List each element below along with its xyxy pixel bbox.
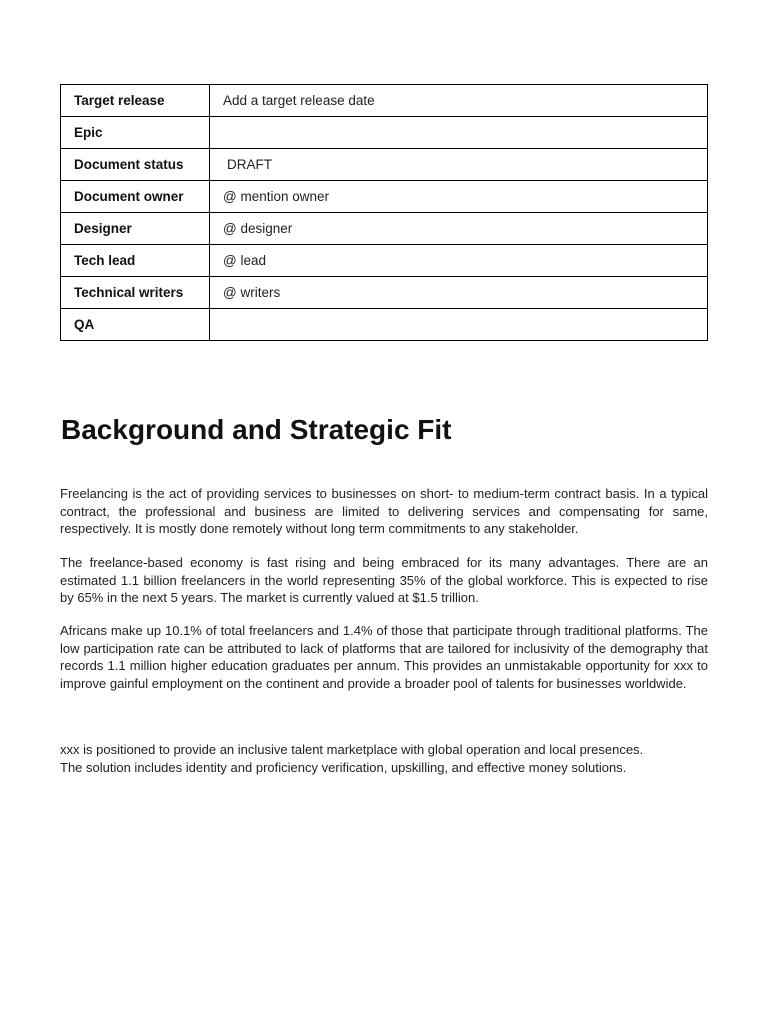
designer-label: Designer [61,213,210,245]
table-row-target-release [61,85,708,117]
target-release-label: Target release [61,85,210,117]
document-owner-label: Document owner [61,181,210,213]
body-paragraph: The freelance-based economy is fast rising and being embraced for its many advantages. There are an estimated 1.1 billion freelancers in the world representing 35% of the global workforce. This is expected to rise by 65% in the next 5 years. The market is currently valued at $1.5 trillion. [60,555,708,606]
designer-value[interactable]: @ designer [210,213,708,245]
closing-line: The solution includes identity and proficiency verification, upskilling, and effective money solutions. [60,760,627,775]
document-owner-value[interactable]: @ mention owner [210,181,708,213]
table-row-epic [61,117,708,149]
document-status-label: Document status [61,149,210,181]
technical-writers-label: Technical writers [61,277,210,309]
target-release-value[interactable]: Add a target release date [210,85,708,117]
tech-lead-label: Tech lead [61,245,210,277]
table-row-tech-lead [61,245,708,277]
tech-lead-value[interactable]: @ lead [210,245,708,277]
closing-paragraph [60,741,720,777]
table-row-qa [61,309,708,341]
qa-value[interactable] [210,309,708,341]
document-status-value[interactable]: DRAFT [210,149,708,181]
table-row-technical-writers [61,277,708,309]
table-row-document-status [61,149,708,181]
body-paragraph: Africans make up 10.1% of total freelancers and 1.4% of those that participate through traditional platforms. The low participation rate can be attributed to lack of platforms that are tailored for inclusivity of the demography that records 1.1 million higher education graduates per annum. This provides an unmistakable opportunity for xxx to improve gainful employment on the continent and provide a broader pool of talents for businesses worldwide. [60,623,708,691]
epic-label: Epic [61,117,210,149]
body-paragraph: Freelancing is the act of providing services to businesses on short- to medium-term contract basis. In a typical contract, the professional and business are limited to delivering services and compensating for same, respectively. It is mostly done remotely without long term commitments to any stakeholder. [60,486,708,537]
table-row-designer [61,213,708,245]
epic-value[interactable] [210,117,708,149]
closing-line: xxx is positioned to provide an inclusive talent marketplace with global operation and local presences. [60,742,644,757]
document-metadata-table [60,84,708,341]
section-heading: Background and Strategic Fit [61,414,452,445]
qa-label: QA [61,309,210,341]
technical-writers-value[interactable]: @ writers [210,277,708,309]
table-row-document-owner [61,181,708,213]
